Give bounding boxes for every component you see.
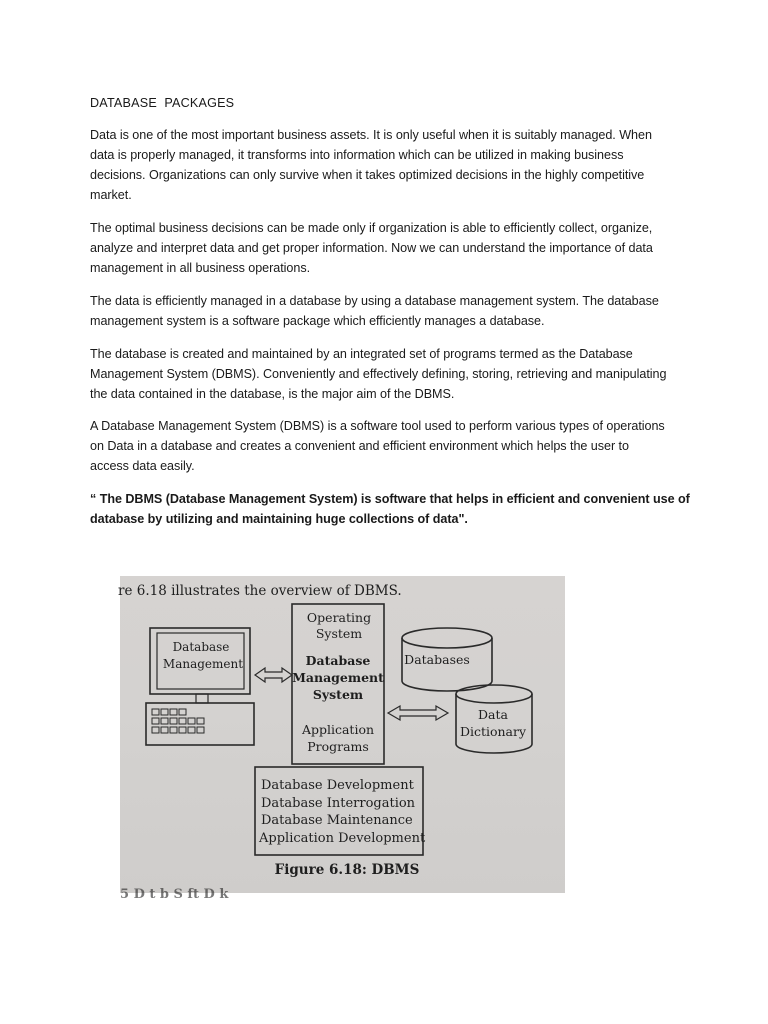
dictionary-label-line1: Data — [478, 707, 508, 722]
double-arrow-icon — [388, 706, 448, 720]
app-label-line2: Programs — [307, 739, 369, 754]
paragraph-dbms-package: The data is efficiently managed in a database by using a database management system. The database management system is a software package which efficiently manages a database. — [90, 294, 659, 328]
function-item: Database Maintenance — [261, 813, 413, 828]
paragraph-dbms-aim: The database is created and maintained by an integrated set of programs termed as the Database Management System (DBMS). Conveniently and effectively defining, storing, retrieving and manipulating the data contained in the database, is the major aim of the DBMS. — [90, 347, 667, 401]
paragraph-data-assets: Data is one of the most important business assets. It is only useful when it is suitably managed. When data is properly managed, it transforms into information which can be utilized in making business decisions. Organizations can only survive when it takes optimized decisions in the highly competitive market. — [90, 128, 652, 202]
function-item: Database Interrogation — [261, 796, 416, 811]
terminal-label-line1: Database — [172, 640, 230, 654]
dbms-diagram — [118, 576, 565, 902]
app-label-line1: Application — [301, 722, 375, 737]
dbms-label-line2: Management — [292, 670, 384, 685]
dictionary-label-line2: Dictionary — [459, 724, 527, 739]
os-label-line2: System — [315, 626, 363, 641]
os-label-line1: Operating — [306, 610, 372, 625]
dbms-label-line3: System — [312, 687, 364, 702]
paragraph-dbms-definition-quote: “ The DBMS (Database Management System) is software that helps in efficient and convenient use of database by utilizing and maintaining huge collections of data". — [90, 492, 690, 526]
document-heading: DATABASE PACKAGES — [90, 96, 235, 110]
figure-intro-text: re 6.18 illustrates the overview of DBMS. — [118, 583, 402, 599]
dbms-overview-figure — [118, 576, 565, 902]
figure-bottom-fragment: 5 D t b S ft D k — [120, 887, 229, 902]
databases-label: Databases — [404, 652, 470, 667]
function-item: Database Development — [261, 778, 414, 793]
terminal-label-line2: Management — [162, 657, 244, 671]
figure-caption: Figure 6.18: DBMS — [274, 862, 420, 878]
dbms-label-line1: Database — [305, 653, 371, 668]
function-item: Application Development — [259, 831, 426, 846]
paragraph-optimal-decisions: The optimal business decisions can be made only if organization is able to efficiently collect, organize, analyze and interpret data and get proper information. Now we can understand the importance of data management in all business operations. — [90, 221, 653, 275]
paragraph-dbms-tool: A Database Management System (DBMS) is a software tool used to perform various types of operations on Data in a database and creates a convenient and efficient environment which helps the user to access data easily. — [90, 419, 665, 473]
double-arrow-icon — [255, 668, 292, 682]
